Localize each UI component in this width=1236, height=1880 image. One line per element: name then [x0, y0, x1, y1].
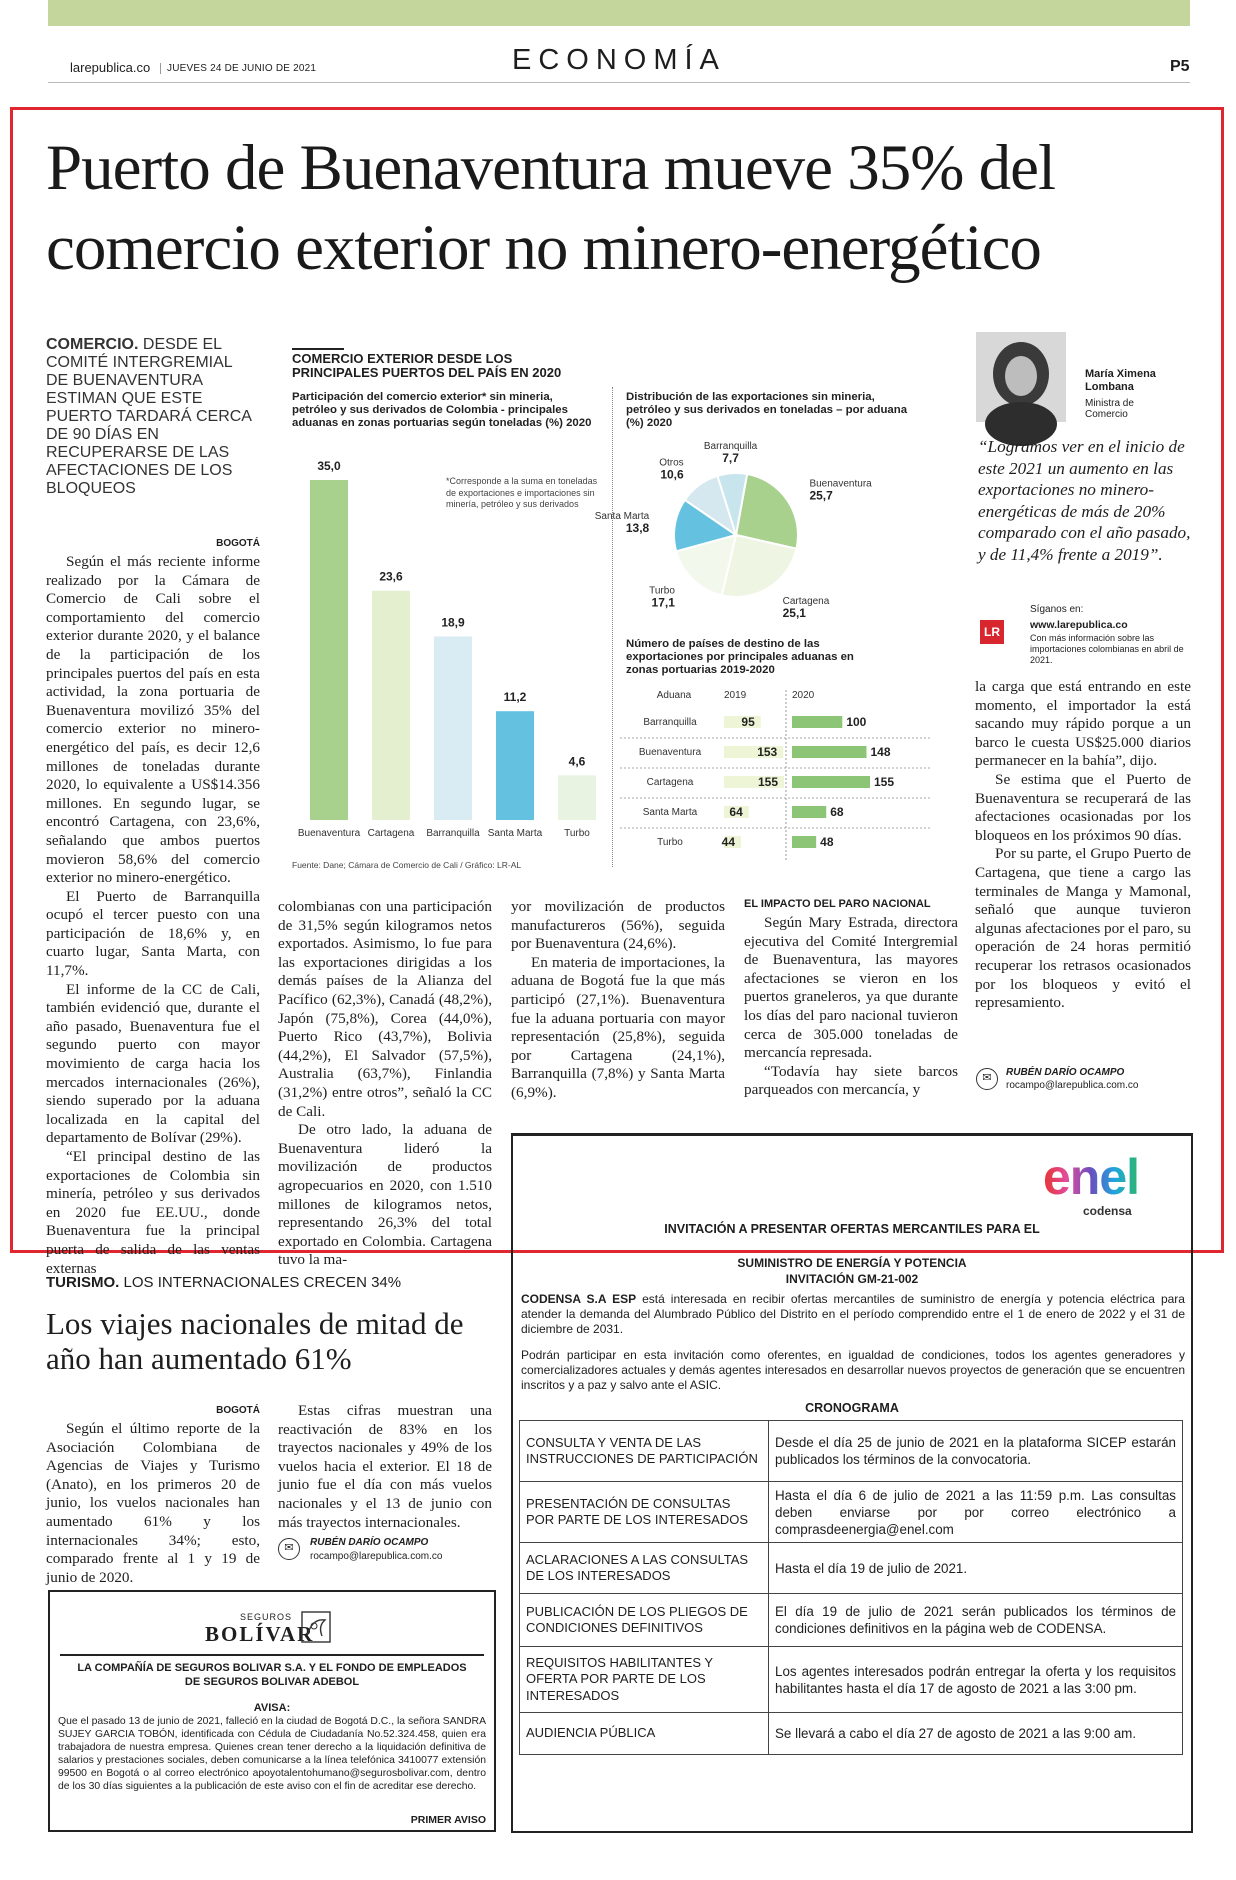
pie-label: Santa Marta — [594, 511, 650, 523]
bar-value-2020: 48 — [820, 835, 834, 849]
bar-value-2019: 44 — [721, 835, 736, 849]
bar-value-2019: 64 — [729, 805, 743, 819]
table-header-aduana: Aduana — [656, 690, 692, 701]
turismo-kicker-label: TURISMO. — [46, 1274, 120, 1291]
bar-cartagena — [372, 591, 410, 820]
stage-cell: CONSULTA Y VENTA DE LAS INSTRUCCIONES DE PARTICIPACIÓN — [520, 1421, 769, 1482]
enel-title-2: SUMINISTRO DE ENERGÍA Y POTENCIA — [737, 1256, 967, 1270]
pie-label: Cartagena — [782, 596, 830, 608]
bolivar-logo-small: SEGUROS — [240, 1612, 293, 1622]
detail-cell: El día 19 de julio de 2021 serán publicados los términos de condiciones definitivos en la página web de CODENSA. — [769, 1594, 1183, 1647]
bolivar-emblem-icon — [298, 1610, 334, 1646]
table-row — [520, 1594, 1183, 1647]
follow-text: Con más información sobre las importaciones colombianas en abril de 2021. — [1030, 633, 1184, 665]
enel-title-3: INVITACIÓN GM-21-002 — [785, 1272, 919, 1286]
infographic-title: COMERCIO EXTERIOR DESDE LOS PRINCIPALES PUERTOS DEL PAÍS EN 2020 — [292, 351, 562, 380]
bolivar-notice-text: Que el pasado 13 de junio de 2021, falleció en la ciudad de Bogotá D.C., la señora SANDRA SUJEY GARCIA TOBÓN, identificada con Cédula de Ciudadanía No.52.324.458, quien era trabajadora de nuestra empresa. Quienes crean tener derecho a la liquidación definitiva de salarios y prestaciones sociales, deben comunicarse a la línea telefónica 3410077 extensión 99500 en Bogotá o al correo electrónico apoyotalentohumano@segurosbolivar.com, dentro de los 30 días siguientes a la publicación de este aviso con el fin de acreditar ese derecho. — [58, 1716, 486, 1792]
paragraph: El Puerto de Barranquilla ocupó el tercer puesto con una participación de 18,6% y, en cuarto lugar, Santa Marta, con 11,7%. — [46, 887, 260, 980]
enel-company: CODENSA S.A ESP — [521, 1292, 637, 1306]
kicker-text: DESDE EL COMITÉ INTERGREMIAL DE BUENAVENTURA ESTIMAN QUE ESTE PUERTO TARDARÁ CERCA DE 90 DÍAS EN RECUPERARSE DE LAS AFECTACIONES DE LOS BLOQUEOS — [46, 336, 252, 497]
article-headline: Puerto de Buenaventura mueve 35% del comercio exterior no minero-energético — [46, 132, 1056, 284]
folio-divider — [48, 82, 1190, 83]
bolivar-logo: BOLÍVAR — [205, 1622, 315, 1646]
paragraph: la carga que está entrando en este momento, el importador la está sacando muy rápido porque a un barco le cuesta US$25.000 diarios permanecer en la bahía”, dijo. — [975, 678, 1191, 770]
category-label: Santa Marta — [642, 807, 698, 818]
pie-value-label: 13,8 — [625, 521, 650, 536]
chart1-title: Participación del comercio exterior* sin mineria, petróleo y sus derivados de Colombia - principales aduanas en zonas portuarias según toneladas (%) 2020 — [292, 391, 592, 429]
chart2-title: Distribución de las exportaciones sin mineria, petróleo y sus derivados en toneladas – por aduana (%) 2020 — [626, 391, 908, 429]
kicker-label: COMERCIO. — [46, 336, 139, 353]
bar-value-2019: 155 — [757, 775, 778, 789]
table-row — [520, 1482, 1183, 1543]
stage-cell: AUDIENCIA PÚBLICA — [520, 1713, 769, 1755]
cronograma-title: CRONOGRAMA — [805, 1401, 899, 1415]
table-row — [520, 1713, 1183, 1755]
pie-value-label: 25,1 — [782, 606, 806, 621]
stage-cell: PUBLICACIÓN DE LOS PLIEGOS DE CONDICIONES DEFINITIVOS — [520, 1594, 769, 1647]
article-column-1 — [46, 553, 260, 1278]
table-row — [520, 1647, 1183, 1713]
chart1-note: *Corresponde a la suma en toneladas de exportaciones e importaciones sin minería, petróleo y sus derivados — [446, 476, 598, 509]
pie-label: Buenaventura — [809, 478, 872, 490]
ad-enel-codensa — [511, 1133, 1193, 1833]
paragraph: Según Mary Estrada, directora ejecutiva del Comité Intergremial de Buenaventura, las mayores afectaciones se vieron en los puertos graneleros, ya que durante los días del paro nacional tuvieron cerca de 305.000 toneladas de mercancía represada. — [744, 914, 958, 1062]
turismo-kicker — [46, 1274, 401, 1291]
category-label: Barranquilla — [643, 717, 697, 728]
paragraph: “Todavía hay siete barcos parqueados con mercancía, y — [744, 1062, 958, 1099]
chart-port-share-bars — [292, 460, 622, 855]
pie-label: Turbo — [649, 585, 675, 597]
stage-cell: ACLARACIONES A LAS CONSULTAS DE LOS INTERESADOS — [520, 1543, 769, 1594]
article-column-5 — [975, 678, 1191, 1013]
detail-cell: Se llevará a cabo el día 27 de agosto de 2021 a las 9:00 am. — [769, 1713, 1183, 1755]
bar-value-2019: 153 — [757, 745, 778, 759]
turismo-byline-name: RUBÉN DARÍO OCAMPO — [310, 1537, 429, 1548]
bar-category-label: Barranquilla — [426, 828, 480, 839]
bar-2020 — [792, 746, 866, 758]
detail-cell: Hasta el día 19 de julio de 2021. — [769, 1543, 1183, 1594]
stage-cell: REQUISITOS HABILITANTES Y OFERTA POR PARTE DE LOS INTERESADOS — [520, 1647, 769, 1713]
source-name: María Ximena Lombana — [1085, 368, 1156, 393]
subhead: EL IMPACTO DEL PARO NACIONAL — [744, 898, 931, 910]
table-row — [520, 1421, 1183, 1482]
paragraph: El informe de la CC de Cali, también evidenció que, durante el año pasado, Buenaventura fue el segundo puerto con mayor movimiento de carga hacia los mercados internacionales (26%), siendo superado por la aduana localizada en la capital del departamento de Bolívar (29%). — [46, 980, 260, 1147]
byline-email[interactable]: rocampo@larepublica.com.co — [1006, 1080, 1139, 1091]
paragraph: Según el último reporte de la Asociación Colombiana de Agencias de Viajes y Turismo (Anato), en los primeros 20 de junio, los vuelos nacionales han aumentado 61% y los internacionales 34%; esto, comparado frente al 1 y 19 de junio de 2020. — [46, 1420, 260, 1586]
enel-paragraph-2: Podrán participar en esta invitación como oferentes, en igualdad de condiciones, todos los agentes generadores y comercializadores actuales y demás agentes interesados en desarrollar nuevos proyectos de generación que se encuentren inscritos y a paz y salvo ante el ASIC. — [521, 1348, 1185, 1392]
bolivar-avisa: AVISA: — [253, 1702, 291, 1714]
paragraph: yor movilización de productos manufactureros (56%), seguida por Buenaventura (24,6%). — [511, 898, 725, 953]
series-header-2019: 2019 — [724, 690, 747, 701]
folio-site: larepublica.co — [70, 60, 151, 75]
bolivar-footer: PRIMER AVISO — [410, 1814, 486, 1826]
chart-destination-countries — [620, 682, 940, 868]
bar-buenaventura — [310, 480, 348, 820]
mail-icon: ✉ — [976, 1068, 998, 1090]
turismo-headline: Los viajes nacionales de mitad de año han aumentado 61% — [46, 1306, 464, 1376]
source-role: Ministra de Comercio — [1085, 398, 1134, 420]
turismo-kicker-text: LOS INTERNACIONALES CRECEN 34% — [123, 1274, 402, 1291]
bar-turbo — [558, 775, 596, 820]
enel-para1-text: está interesada en recibir ofertas mercantiles de suministro de energía y potencia eléctrica para atender la demanda del Alumbrado Público del Distrito en el período comprendido entre el 1 de enero de 2022 y el 31 de diciembre de 2031. — [521, 1292, 1185, 1336]
follow-label: Síganos en: — [1030, 604, 1084, 615]
turismo-column-1 — [46, 1420, 260, 1587]
pie-label: Barranquilla — [703, 441, 758, 453]
cronograma-table — [519, 1420, 1183, 1755]
article-column-4 — [744, 914, 958, 1100]
pie-value-label: 10,6 — [660, 467, 684, 482]
category-label: Cartagena — [646, 777, 694, 788]
bar-santa-marta — [496, 711, 534, 820]
enel-paragraph-1 — [521, 1292, 1185, 1337]
series-header-2020: 2020 — [792, 690, 815, 701]
stage-cell: PRESENTACIÓN DE CONSULTAS POR PARTE DE LOS INTERESADOS — [520, 1482, 769, 1543]
article-kicker — [46, 336, 254, 498]
paragraph: Se estima que el Puerto de Buenaventura se recuperará de las afectaciones ocasionadas por los bloqueos en los próximos 90 días. — [975, 770, 1191, 844]
bar-value-2019: 95 — [741, 715, 755, 729]
top-color-bar — [48, 0, 1190, 26]
follow-site[interactable]: www.larepublica.co — [1030, 619, 1128, 631]
paragraph: colombianas con una participación de 31,5% según kilogramos netos exportados. Asimismo, lo fue para las exportaciones dirigidas a los demás países de la Alianza del Pacífico (62,3%), Canadá (48,2%), Japón (75,8%), Corea (44,0%), Puerto Rico (43,7%), Bolivia (44,2%), El Salvador (57,5%), Australia (63,7%), Finlandia (31,2%) entre otros”, señaló la CC de Cali. — [278, 898, 492, 1120]
bar-value-2020: 155 — [874, 775, 895, 789]
detail-cell: Los agentes interesados podrán entregar la oferta y los requisitos habilitantes hasta el día 17 de agosto de 2021 a las 3:00 pm. — [769, 1647, 1183, 1713]
bar-category-label: Buenaventura — [297, 828, 361, 839]
table-row — [520, 1543, 1183, 1594]
turismo-byline-email[interactable]: rocampo@larepublica.com.co — [310, 1551, 443, 1562]
category-label: Buenaventura — [638, 747, 702, 758]
category-label: Turbo — [657, 837, 683, 848]
pie-value-label: 25,7 — [809, 488, 833, 503]
article-column-2 — [278, 898, 492, 1270]
bar-value-label: 23,6 — [379, 569, 403, 584]
bar-2020 — [792, 836, 816, 848]
paragraph: Según el más reciente informe realizado por la Cámara de Comercio de Cali sobre el comportamiento del comercio exterior durante 2020, y el balance de la participación de los principales puertos del país en esta actividad, la zona portuaria de Buenaventura movilizó 35% del comercio exterior no minero-energético del país, es decir 12,6 millones de toneladas durante 2020, lo equivalente a US$14.356 millones. En segundo lugar, se encontró Cartagena, con 23,6%, señalando que ambos puertos movieron 58,6% del comercio exterior no minero-energético. — [46, 553, 260, 887]
lr-logo: LR — [980, 620, 1004, 644]
ad-seguros-bolivar — [48, 1590, 496, 1832]
portrait-photo — [976, 332, 1066, 422]
bar-value-2020: 68 — [830, 805, 844, 819]
bar-2020 — [792, 716, 842, 728]
pull-quote: “Logramos ver en el inicio de este 2021 un aumento en las exportaciones no minero-energéticas de más de 20% comparado con el año pasado, y de 11,4% frente a 2019”. — [978, 437, 1191, 564]
enel-logo-sub: codensa — [1083, 1204, 1132, 1218]
bar-value-label: 35,0 — [317, 459, 341, 473]
bar-value-label: 11,2 — [503, 690, 527, 705]
enel-title-1: INVITACIÓN A PRESENTAR OFERTAS MERCANTILES PARA EL — [664, 1222, 1040, 1236]
bolivar-heading: LA COMPAÑÍA DE SEGUROS BOLIVAR S.A. Y EL FONDO DE EMPLEADOS DE SEGUROS BOLIVAR ADEBOL — [77, 1662, 467, 1688]
bar-category-label: Turbo — [564, 828, 590, 839]
folio-date: JUEVES 24 DE JUNIO DE 2021 — [160, 63, 316, 74]
bar-barranquilla — [434, 636, 472, 820]
infographic-title-rule — [292, 348, 344, 350]
chart-divider — [612, 387, 613, 867]
article-column-3 — [511, 898, 725, 1103]
page-number: P5 — [1170, 58, 1190, 75]
chart-export-distribution-pie — [594, 430, 946, 630]
bar-value-label: 18,9 — [441, 615, 465, 630]
paragraph: En materia de importaciones, la aduana de Bogotá fue la que más participó (27,1%). Buenaventura fue la aduana portuaria con mayor representación (25,8%), seguida por Cartagena (24,1%), Barranquilla (7,8%) y Santa Marta (6,9%). — [511, 953, 725, 1101]
infographic-source: Fuente: Dane; Cámara de Comercio de Cali / Gráfico: LR-AL — [292, 860, 522, 870]
chart3-title: Número de países de destino de las exportaciones por principales aduanas en zonas portuarias 2019-2020 — [626, 638, 854, 676]
pie-label: Otros — [659, 457, 684, 469]
detail-cell: Desde el día 25 de junio de 2021 en la plataforma SICEP estarán publicados los términos de la convocatoria. — [769, 1421, 1183, 1482]
bar-value-2020: 100 — [846, 715, 867, 729]
section-title: ECONOMÍA — [512, 44, 726, 76]
turismo-dateline: BOGOTÁ — [216, 1405, 260, 1416]
enel-logo: enel — [1043, 1149, 1140, 1205]
detail-cell: Hasta el día 6 de julio de 2021 a las 11:59 p.m. Las consultas deben enviarse por por correo electrónico a comprasdeenergia@enel.com — [769, 1482, 1183, 1543]
paragraph: De otro lado, la aduana de Buenaventura lideró la movilización de productos agropecuarios en 2020, con 1.510 millones de kilogramos netos, representando 26,3% del total exportado en Colombia. Cartagena tuvo la ma- — [278, 1121, 492, 1269]
byline-name: RUBÉN DARÍO OCAMPO — [1006, 1067, 1125, 1078]
bar-category-label: Cartagena — [367, 828, 415, 839]
paragraph: Estas cifras muestran una reactivación de 83% en los trayectos nacionales y 49% de los vuelos hacia el exterior. El 18 de junio fue el día con más vuelos nacionales y el 13 de junio con más trayectos internacionales. — [278, 1402, 492, 1531]
pie-value-label: 17,1 — [651, 595, 675, 610]
turismo-column-2 — [278, 1402, 492, 1532]
bar-value-2020: 148 — [870, 745, 891, 759]
pie-value-label: 7,7 — [722, 451, 739, 466]
mail-icon: ✉ — [278, 1538, 300, 1560]
paragraph: Por su parte, el Grupo Puerto de Cartagena, que tiene a cargo las terminales de Manga y Mamonal, señaló que aunque tuvieron algunas afectaciones por el paro, su operación de 24 horas permitió recuperar los retrasos ocasionados por los bloqueos y evitó el represamiento. — [975, 845, 1191, 1012]
bar-2020 — [792, 776, 870, 788]
bolivar-rule — [60, 1654, 484, 1656]
paragraph: “El principal destino de las exportaciones de Colombia sin minería, petróleo y sus derivados en 2020 fue EE.UU., donde Buenaventura fue la principal puerta de salida de las ventas externas — [46, 1148, 260, 1277]
bar-2020 — [792, 806, 826, 818]
cronograma-table-wrap — [519, 1420, 1183, 1755]
bar-category-label: Santa Marta — [487, 828, 543, 839]
bar-value-label: 4,6 — [568, 754, 586, 769]
dateline: BOGOTÁ — [216, 538, 260, 549]
